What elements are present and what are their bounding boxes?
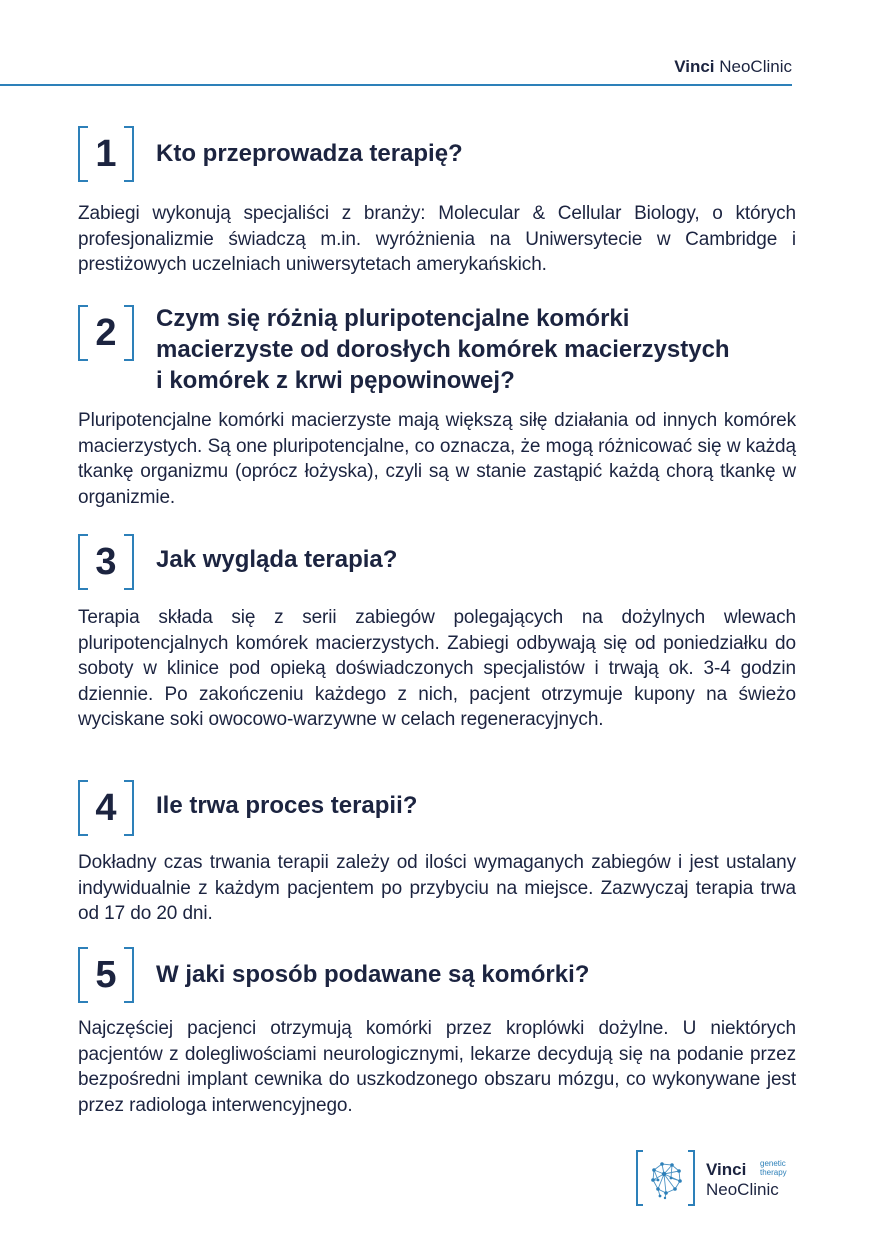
question-2-line-2: macierzyste od dorosłych komórek macierzystych [156,336,730,363]
question-2 [156,303,730,396]
question-5: W jaki sposób podawane są komórki? [156,961,590,988]
answer-3: Terapia składa się z serii zabiegów polegających na dożylnych wlewach pluripotencjalnych komórek macierzystych. Zabiegi odbywają się od poniedziałku do soboty w klinice pod opieką doświadczonych specjalistów i trwają ok. 3-4 godzin dziennie. Po zakończeniu każdego z nich, pacjent otrzymuje kupony na świeżo wyciskane soki owocowo-warzywne w celach regeneracyjnych. [78,607,796,730]
section-number-1: 1 [78,126,134,182]
footer-tagline-line-2: therapy [760,1168,787,1177]
footer-brand-vinci: Vinci [706,1160,747,1179]
question-3: Jak wygląda terapia? [156,546,398,573]
brain-network-icon [646,1156,686,1200]
header-brand-vinci: Vinci [674,57,715,76]
question-2-line-1: Czym się różnią pluripotencjalne komórki [156,305,630,332]
answer-1: Zabiegi wykonują specjaliści z branży: Molecular & Cellular Biology, o których profesjonalizmie świadczą m.in. wyróżnienia na Uniwersytecie w Cambridge i prestiżowych uczelniach uniwersytetach amerykańskich. [78,203,796,275]
section-number-2: 2 [78,305,134,361]
footer-brand-neoclinic: NeoClinic [706,1180,779,1199]
answer-5: Najczęściej pacjenci otrzymują komórki przez kroplówki dożylne. U niektórych pacjentów z dolegliwościami neurologicznymi, lekarze decydują się na podanie przez bezpośredni implant cewnika do uszkodzonego obszaru mózgu, co wykonywane jest przez radiologa interwencyjnego. [78,1018,796,1116]
answer-2: Pluripotencjalne komórki macierzyste mają większą siłę działania od innych komórek macierzystych. Są one pluripotencjalne, co oznacza, że mogą różnicować się w każdą tkankę organizmu (oprócz łożyska), czyli są w stanie zastąpić każdą chorą tkankę w organizmie. [78,410,796,508]
answer-4: Dokładny czas trwania terapii zależy od ilości wymaganych zabiegów i jest ustalany indywidualnie z każdym pacjentem po przybyciu na miejsce. Zazwyczaj terapia trwa od 17 do 20 dni. [78,852,796,924]
footer-tagline [760,1159,787,1177]
footer-bracket-left [636,1150,643,1206]
question-1: Kto przeprowadza terapię? [156,140,463,167]
footer-bracket-right [688,1150,695,1206]
header-brand [674,57,792,77]
section-number-5: 5 [78,947,134,1003]
question-2-line-3: i komórek z krwi pępowinowej? [156,367,515,394]
header-divider [0,84,792,86]
section-number-4: 4 [78,780,134,836]
footer-tagline-line-1: genetic [760,1159,786,1168]
footer-logo [636,1150,796,1206]
section-number-3: 3 [78,534,134,590]
header-brand-neoclinic: NeoClinic [719,57,792,76]
question-4: Ile trwa proces terapii? [156,792,418,819]
